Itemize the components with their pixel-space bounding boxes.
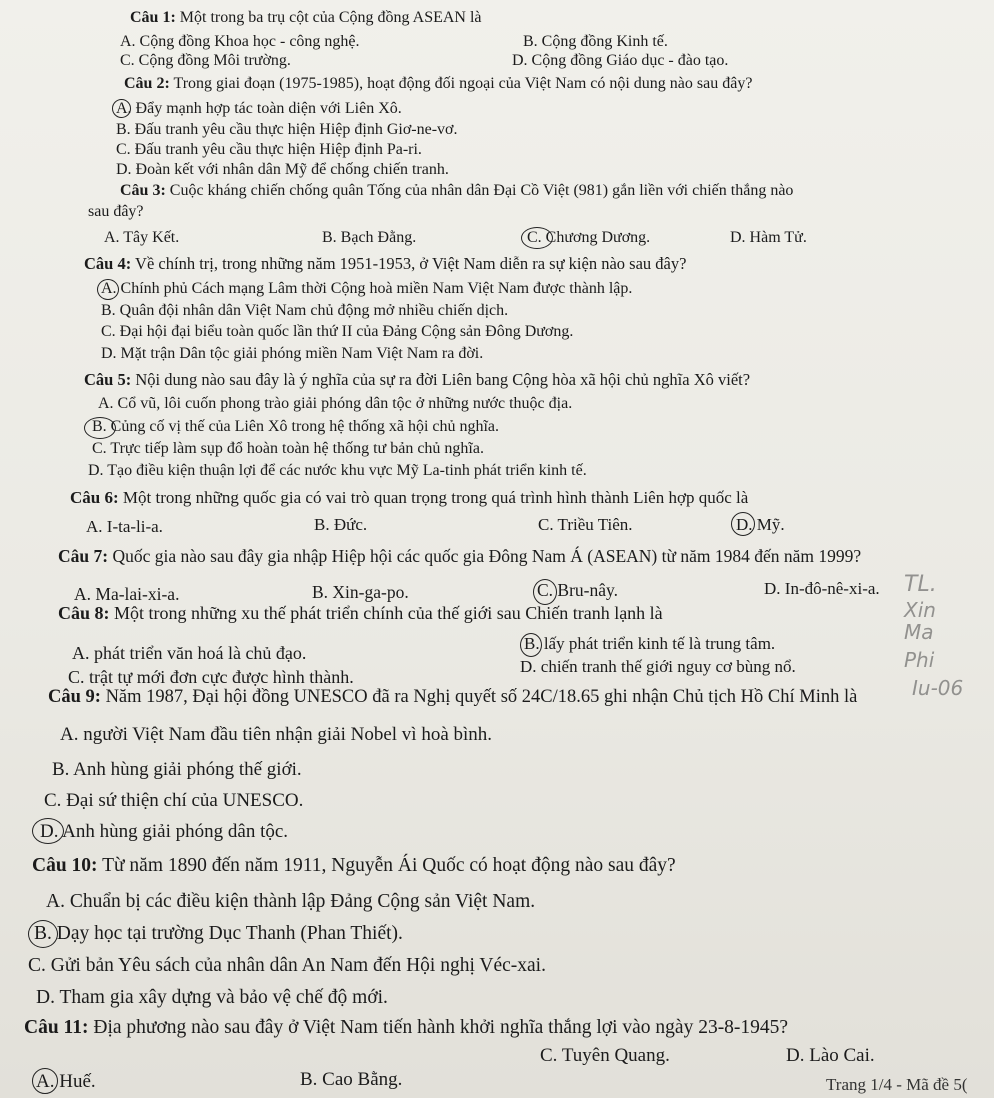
- question-label: Câu 7:: [58, 546, 109, 566]
- q9-option-c: C. Đại sứ thiện chí của UNESCO.: [44, 790, 304, 811]
- q9-option-b: B. Anh hùng giải phóng thế giới.: [52, 759, 302, 780]
- question-6: [70, 489, 748, 506]
- question-8: [58, 604, 663, 622]
- q11-option-b: B. Cao Bằng.: [300, 1069, 403, 1090]
- question-label: Câu 3:: [120, 182, 166, 199]
- question-label: Câu 10:: [32, 855, 98, 876]
- question-label: Câu 6:: [70, 488, 119, 507]
- q8-option-a: A. phát triển văn hoá là chủ đạo.: [72, 643, 307, 663]
- q4-option-a: A. Chính phủ Cách mạng Lâm thời Cộng hoà miền Nam Việt Nam được thành lập.: [101, 280, 633, 297]
- q2-option-c: C. Đấu tranh yêu cầu thực hiện Hiệp định Pa-ri.: [116, 141, 422, 158]
- q2-option-d: D. Đoàn kết với nhân dân Mỹ để chống chiến tranh.: [116, 161, 449, 178]
- question-text: Nội dung nào sau đây là ý nghĩa của sự ra đời Liên bang Cộng hòa xã hội chủ nghĩa Xô viết?: [135, 370, 751, 389]
- q1-option-a: A. Cộng đồng Khoa học - công nghệ.: [120, 33, 360, 50]
- q4-option-c: C. Đại hội đại biểu toàn quốc lần thứ II của Đảng Cộng sản Đông Dương.: [101, 323, 574, 340]
- q8-option-d: D. chiến tranh thế giới nguy cơ bùng nổ.: [520, 657, 796, 676]
- handwritten-note: Phi: [904, 648, 935, 672]
- q5-option-d: D. Tạo điều kiện thuận lợi để các nước khu vực Mỹ La-tinh phát triển kinh tế.: [88, 462, 587, 479]
- q6-option-b: B. Đức.: [314, 515, 368, 534]
- q7-option-b: B. Xin-ga-po.: [312, 582, 409, 602]
- q11-option-d: D. Lào Cai.: [786, 1045, 875, 1066]
- q3-option-c: C. Chương Dương.: [527, 229, 651, 246]
- q5-option-b: B. Củng cố vị thế của Liên Xô trong hệ thống xã hội chủ nghĩa.: [92, 418, 500, 435]
- q6-option-a: A. I-ta-li-a.: [86, 517, 163, 536]
- question-4: [84, 256, 686, 273]
- page-footer: Trang 1/4 - Mã đề 5(: [826, 1075, 968, 1094]
- question-1: [130, 10, 482, 26]
- q10-option-a: A. Chuẩn bị các điều kiện thành lập Đảng Cộng sản Việt Nam.: [46, 891, 536, 912]
- q6-option-c: C. Triều Tiên.: [538, 515, 633, 534]
- q4-option-b: B. Quân đội nhân dân Việt Nam chủ động mở nhiều chiến dịch.: [101, 302, 509, 319]
- question-text: Từ năm 1890 đến năm 1911, Nguyễn Ái Quốc có hoạt động nào sau đây?: [102, 855, 676, 876]
- q9-option-a: A. người Việt Nam đầu tiên nhận giải Nobel vì hoà bình.: [60, 724, 493, 745]
- q3-option-b: B. Bạch Đằng.: [322, 229, 417, 246]
- question-text: Một trong những xu thế phát triển chính của thế giới sau Chiến tranh lạnh là: [114, 603, 663, 623]
- q8-option-c: C. trật tự mới đơn cực được hình thành.: [68, 667, 354, 687]
- q3-option-d: D. Hàm Tử.: [730, 229, 807, 246]
- question-2: [124, 76, 752, 92]
- question-3-continued: sau đây?: [88, 203, 144, 220]
- q10-option-b: B. Dạy học tại trường Dục Thanh (Phan Thiết).: [34, 923, 403, 944]
- q7-option-d: D. In-đô-nê-xi-a.: [764, 579, 880, 598]
- q10-option-d: D. Tham gia xây dựng và bảo vệ chế độ mới.: [36, 987, 388, 1008]
- question-text: Năm 1987, Đại hội đồng UNESCO đã ra Nghị quyết số 24C/18.65 ghi nhận Chủ tịch Hồ Chí Minh là: [105, 687, 858, 707]
- q7-option-c: C. Bru-nây.: [537, 580, 619, 600]
- question-label: Câu 4:: [84, 254, 132, 273]
- q11-option-c: C. Tuyên Quang.: [540, 1045, 670, 1066]
- q4-option-d: D. Mặt trận Dân tộc giải phóng miền Nam Việt Nam ra đời.: [101, 345, 484, 362]
- question-text: Trong giai đoạn (1975-1985), hoạt động đối ngoại của Việt Nam có nội dung nào sau đây?: [173, 75, 753, 92]
- q2-option-b: B. Đấu tranh yêu cầu thực hiện Hiệp định Giơ-ne-vơ.: [116, 121, 458, 138]
- question-label: Câu 2:: [124, 75, 170, 92]
- q5-option-c: C. Trực tiếp làm sụp đổ hoàn toàn hệ thống tư bản chủ nghĩa.: [92, 440, 484, 457]
- question-label: Câu 11:: [24, 1017, 89, 1038]
- question-label: Câu 5:: [84, 370, 132, 389]
- q9-option-d: D. Anh hùng giải phóng dân tộc.: [40, 821, 289, 842]
- q8-option-b: B. lấy phát triển kinh tế là trung tâm.: [524, 634, 776, 653]
- question-10: [32, 856, 676, 876]
- question-text: Quốc gia nào sau đây gia nhập Hiệp hội các quốc gia Đông Nam Á (ASEAN) từ năm 1984 đến năm 1999?: [112, 546, 862, 566]
- q5-option-a: A. Cổ vũ, lôi cuốn phong trào giải phóng dân tộc ở những nước thuộc địa.: [98, 395, 573, 412]
- question-label: Câu 8:: [58, 603, 110, 623]
- question-text: Một trong ba trụ cột của Cộng đồng ASEAN là: [179, 9, 482, 26]
- q6-option-d: D. Mỹ.: [736, 515, 785, 534]
- question-7: [58, 548, 861, 566]
- question-5: [84, 372, 750, 389]
- question-text: Địa phương nào sau đây ở Việt Nam tiến hành khởi nghĩa thắng lợi vào ngày 23-8-1945?: [93, 1017, 789, 1038]
- question-text: Một trong những quốc gia có vai trò quan trọng trong quá trình hình thành Liên hợp quốc là: [122, 488, 749, 507]
- q3-option-a: A. Tây Kết.: [104, 229, 180, 246]
- q1-option-d: D. Cộng đồng Giáo dục - đào tạo.: [512, 52, 729, 69]
- question-3: [120, 183, 793, 199]
- q1-option-b: B. Cộng đồng Kinh tế.: [523, 33, 668, 50]
- question-text: Về chính trị, trong những năm 1951-1953, ở Việt Nam diễn ra sự kiện nào sau đây?: [135, 254, 687, 273]
- q7-option-a: A. Ma-lai-xi-a.: [74, 584, 180, 604]
- q2-option-a: A. Đẩy mạnh hợp tác toàn diện với Liên Xô.: [116, 100, 402, 117]
- question-9: [48, 688, 857, 707]
- question-label: Câu 9:: [48, 687, 101, 707]
- handwritten-note: TL.: [904, 572, 937, 597]
- handwritten-note: Xin: [904, 598, 936, 622]
- handwritten-note: Iu-06: [912, 676, 964, 700]
- question-label: Câu 1:: [130, 9, 176, 26]
- question-text: Cuộc kháng chiến chống quân Tống của nhân dân Đại Cồ Việt (981) gắn liền với chiến thắng nào: [169, 182, 794, 199]
- handwritten-note: Ma: [904, 620, 934, 644]
- q10-option-c: C. Gửi bản Yêu sách của nhân dân An Nam đến Hội nghị Véc-xai.: [28, 955, 546, 976]
- q11-option-a: A. Huế.: [36, 1071, 96, 1092]
- q1-option-c: C. Cộng đồng Môi trường.: [120, 52, 291, 69]
- question-11: [24, 1018, 788, 1038]
